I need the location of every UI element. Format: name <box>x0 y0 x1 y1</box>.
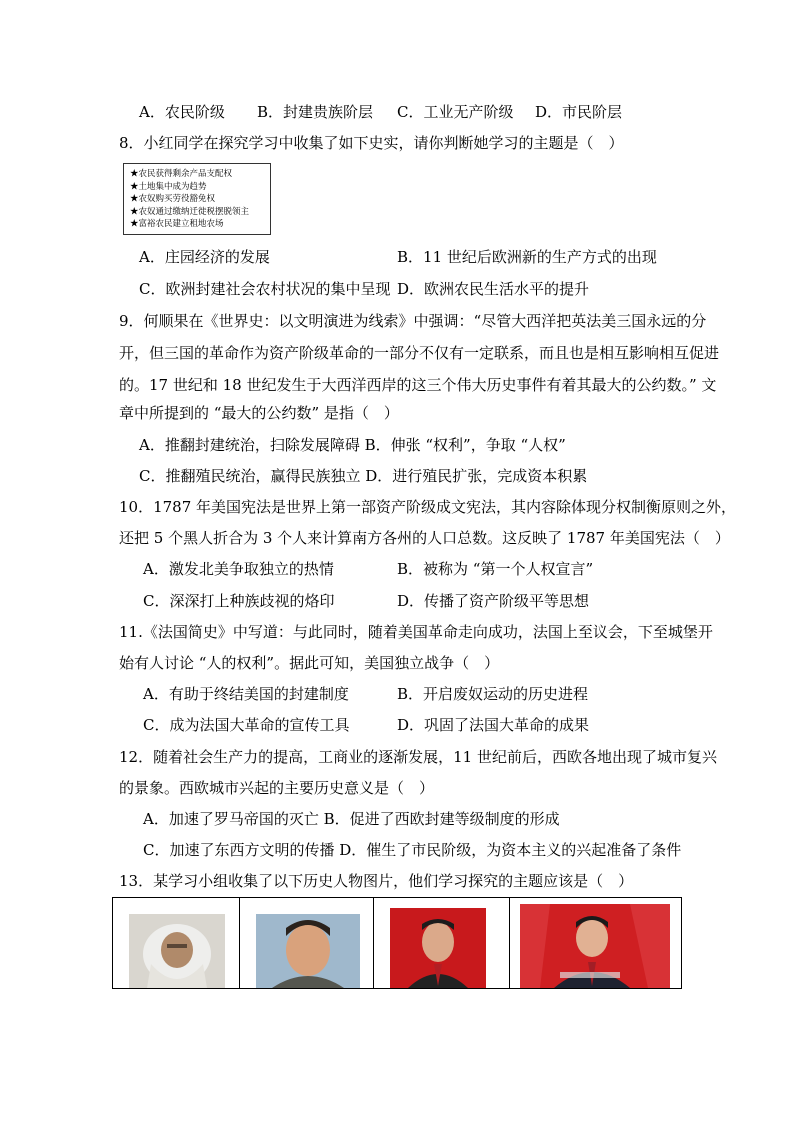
q7-option-d: D．市民阶层 <box>535 103 623 121</box>
q8-option-b: B．11 世纪后欧洲新的生产方式的出现 <box>397 248 657 266</box>
evidence-item: ★土地集中成为趋势 <box>130 181 207 192</box>
q8-stem: 8．小红同学在探究学习中收集了如下史实，请你判断她学习的主题是（ ） <box>119 134 624 152</box>
portrait-photo-2 <box>256 914 360 988</box>
q8-option-a: A．庄园经济的发展 <box>139 248 270 266</box>
evidence-item: ★农奴购买劳役豁免权 <box>130 194 216 204</box>
q8-option-c: C．欧洲封建社会农村状况的集中呈现 <box>139 280 391 298</box>
q12-options-ab: A．加速了罗马帝国的灭亡 B．促进了西欧封建等级制度的形成 <box>143 810 560 828</box>
q10-option-a: A．激发北美争取独立的热情 <box>143 560 334 578</box>
q11-option-a: A．有助于终结美国的封建制度 <box>143 685 349 703</box>
q11-stem-line: 始有人讨论 “人的权利”。据此可知，美国独立战争（ ） <box>119 654 500 672</box>
q9-stem-line: 开，但三国的革命作为资产阶级革命的一部分不仅有一定联系，而且也是相互影响相互促进 <box>119 344 720 362</box>
q10-stem-line: 10．1787 年美国宪法是世界上第一部资产阶级成文宪法，其内容除体现分权制衡原则之外， <box>119 498 737 516</box>
q7-option-a: A．农民阶级 <box>139 103 225 121</box>
portrait-photo-1 <box>129 914 225 988</box>
q7-option-c: C．工业无产阶级 <box>397 103 514 121</box>
q10-stem-line: 还把 5 个黑人折合为 3 个人来计算南方各州的人口总数。这反映了 1787 年美国宪法（ ） <box>119 529 730 547</box>
portrait-cell <box>509 898 682 988</box>
q9-options-cd: C．推翻殖民统治，赢得民族独立 D．进行殖民扩张，完成资本积累 <box>139 467 588 485</box>
q13-stem: 13．某学习小组收集了以下历史人物图片，他们学习探究的主题应该是（ ） <box>119 872 634 890</box>
portrait-cell <box>373 898 509 988</box>
q11-option-c: C．成为法国大革命的宣传工具 <box>143 716 350 734</box>
q12-stem-line: 的景象。西欧城市兴起的主要历史意义是（ ） <box>119 779 435 797</box>
q8-evidence-box <box>123 163 271 235</box>
portrait-cell <box>239 898 373 988</box>
evidence-item: ★农奴通过缴纳迁徙税摆脱领主 <box>130 206 250 217</box>
q10-option-d: D．传播了资产阶级平等思想 <box>397 592 590 610</box>
portrait-cell <box>112 898 239 988</box>
q8-option-d: D．欧洲农民生活水平的提升 <box>397 280 590 298</box>
q11-option-b: B．开启废奴运动的历史进程 <box>397 685 589 703</box>
portrait-photo-3 <box>390 908 486 988</box>
q11-stem-line: 11.《法国简史》中写道：与此同时，随着美国革命走向成功，法国上至议会，下至城堡开 <box>119 623 713 641</box>
q9-stem-line: 章中所提到的 “最大的公约数” 是指（ ） <box>119 404 399 422</box>
q12-stem-line: 12．随着社会生产力的提高，工商业的逐渐发展，11 世纪前后，西欧各地出现了城市复兴 <box>119 748 717 766</box>
q9-stem-line: 的。17 世纪和 18 世纪发生于大西洋西岸的这三个伟大历史事件有着其最大的公约数。” 文 <box>119 376 717 394</box>
portrait-table <box>112 897 682 989</box>
evidence-item: ★富裕农民建立租地农场 <box>130 219 224 229</box>
portrait-photo-4 <box>520 904 670 988</box>
q9-stem-line: 9．何顺果在《世界史：以文明演进为线索》中强调：“尽管大西洋把英法美三国永远的分 <box>119 312 707 330</box>
q10-option-b: B．被称为 “第一个人权宣言” <box>397 560 594 578</box>
q10-option-c: C．深深打上种族歧视的烙印 <box>143 592 335 610</box>
q9-options-ab: A．推翻封建统治，扫除发展障碍 B．伸张 “权利”，争取 “人权” <box>139 436 566 454</box>
q7-option-b: B．封建贵族阶层 <box>257 103 374 121</box>
q12-options-cd: C．加速了东西方文明的传播 D．催生了市民阶级，为资本主义的兴起准备了条件 <box>143 841 682 859</box>
q11-option-d: D．巩固了法国大革命的成果 <box>397 716 590 734</box>
evidence-item: ★农民获得剩余产品支配权 <box>130 169 233 179</box>
